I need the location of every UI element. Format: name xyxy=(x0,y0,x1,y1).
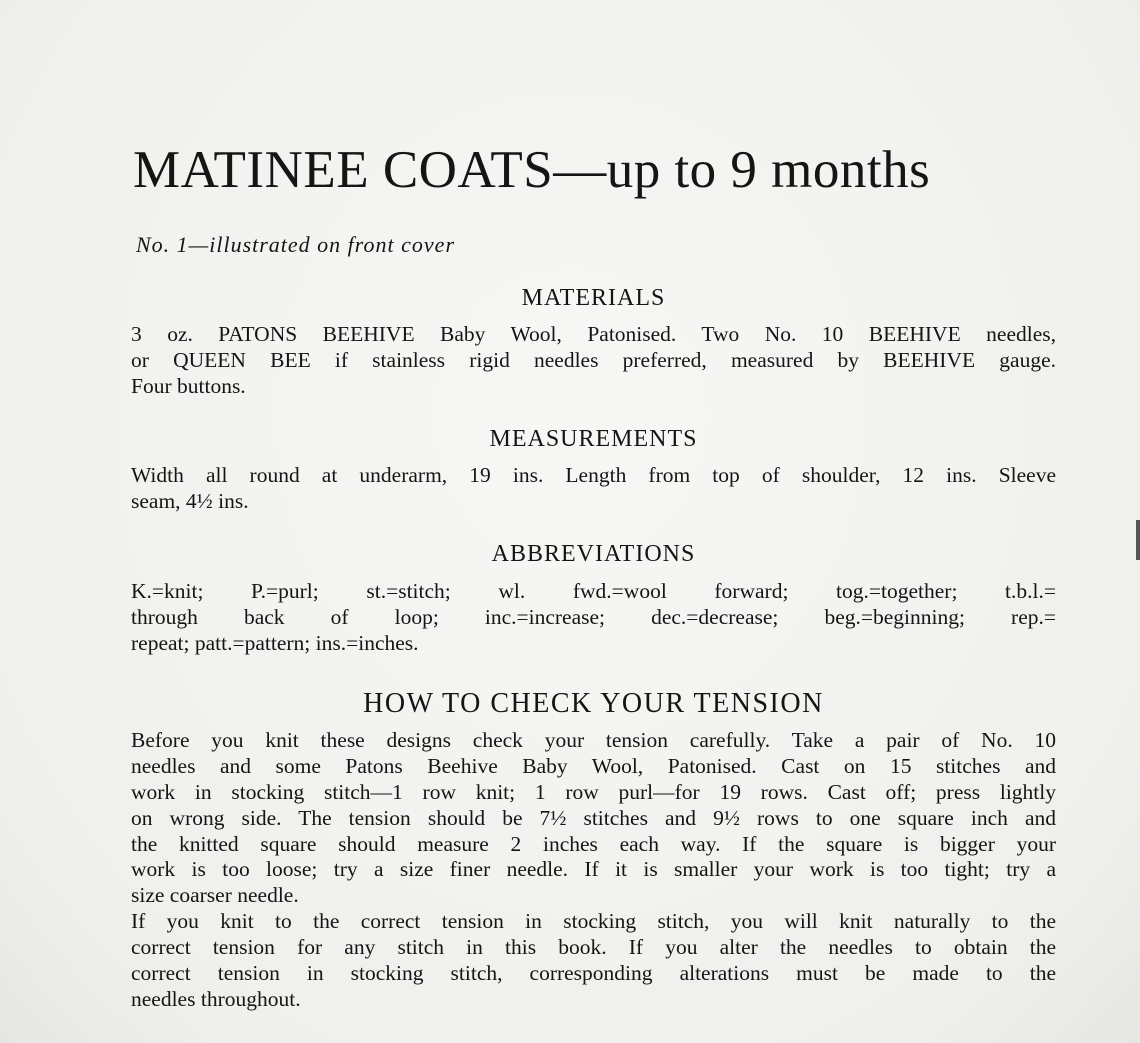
materials-text xyxy=(131,322,1056,400)
text-line: K.=knit; P.=purl; st.=stitch; wl. fwd.=wool forward; tog.=together; t.b.l.= xyxy=(131,579,1056,603)
text-line: size coarser needle. xyxy=(131,883,299,908)
text-line: or QUEEN BEE if stainless rigid needles preferred, measured by BEEHIVE gauge. xyxy=(131,347,1056,372)
materials-heading: MATERIALS xyxy=(521,285,666,311)
measurements-text xyxy=(131,463,1056,515)
abbreviations-heading: ABBREVIATIONS xyxy=(491,541,696,567)
page-edge-mark xyxy=(1136,520,1140,560)
paragraph xyxy=(131,909,1056,1013)
paragraph xyxy=(131,579,1056,657)
page-title: MATINEE COATS—up to 9 months xyxy=(133,141,931,199)
text-line: Width all round at underarm, 19 ins. Length from top of shoulder, 12 ins. Sleeve xyxy=(131,463,1056,487)
text-line: on wrong side. The tension should be 7½ stitches and 9½ rows to one square inch and xyxy=(131,805,1056,830)
tension-heading: HOW TO CHECK YOUR TENSION xyxy=(363,688,824,719)
paragraph xyxy=(131,463,1056,515)
abbreviations-text xyxy=(131,579,1056,657)
text-line: needles and some Patons Beehive Baby Wool, Patonised. Cast on 15 stitches and xyxy=(131,753,1056,778)
subtitle: No. 1—illustrated on front cover xyxy=(136,232,456,257)
text-line: seam, 4½ ins. xyxy=(131,488,249,513)
text-line: Four buttons. xyxy=(131,373,246,398)
text-line: needles throughout. xyxy=(131,986,301,1011)
paragraph xyxy=(131,322,1056,400)
text-line: the knitted square should measure 2 inches each way. If the square is bigger your xyxy=(131,831,1056,856)
text-line: work is too loose; try a size finer needle. If it is smaller your work is too tight; try a xyxy=(131,857,1056,882)
text-line: 3 oz. PATONS BEEHIVE Baby Wool, Patonised. Two No. 10 BEEHIVE needles, xyxy=(131,322,1056,346)
measurements-heading: MEASUREMENTS xyxy=(489,426,698,452)
text-line: through back of loop; inc.=increase; dec.=decrease; beg.=beginning; rep.= xyxy=(131,604,1056,629)
text-line: work in stocking stitch—1 row knit; 1 row purl—for 19 rows. Cast off; press lightly xyxy=(131,779,1056,804)
text-line: correct tension in stocking stitch, corresponding alterations must be made to the xyxy=(131,961,1056,986)
text-line: If you knit to the correct tension in stocking stitch, you will knit naturally to the xyxy=(131,909,1056,934)
text-line: repeat; patt.=pattern; ins.=inches. xyxy=(131,630,419,655)
text-line: correct tension for any stitch in this book. If you alter the needles to obtain the xyxy=(131,935,1056,960)
tension-text xyxy=(131,728,1056,1013)
paragraph xyxy=(131,728,1056,909)
text-line: Before you knit these designs check your tension carefully. Take a pair of No. 10 xyxy=(131,728,1056,752)
